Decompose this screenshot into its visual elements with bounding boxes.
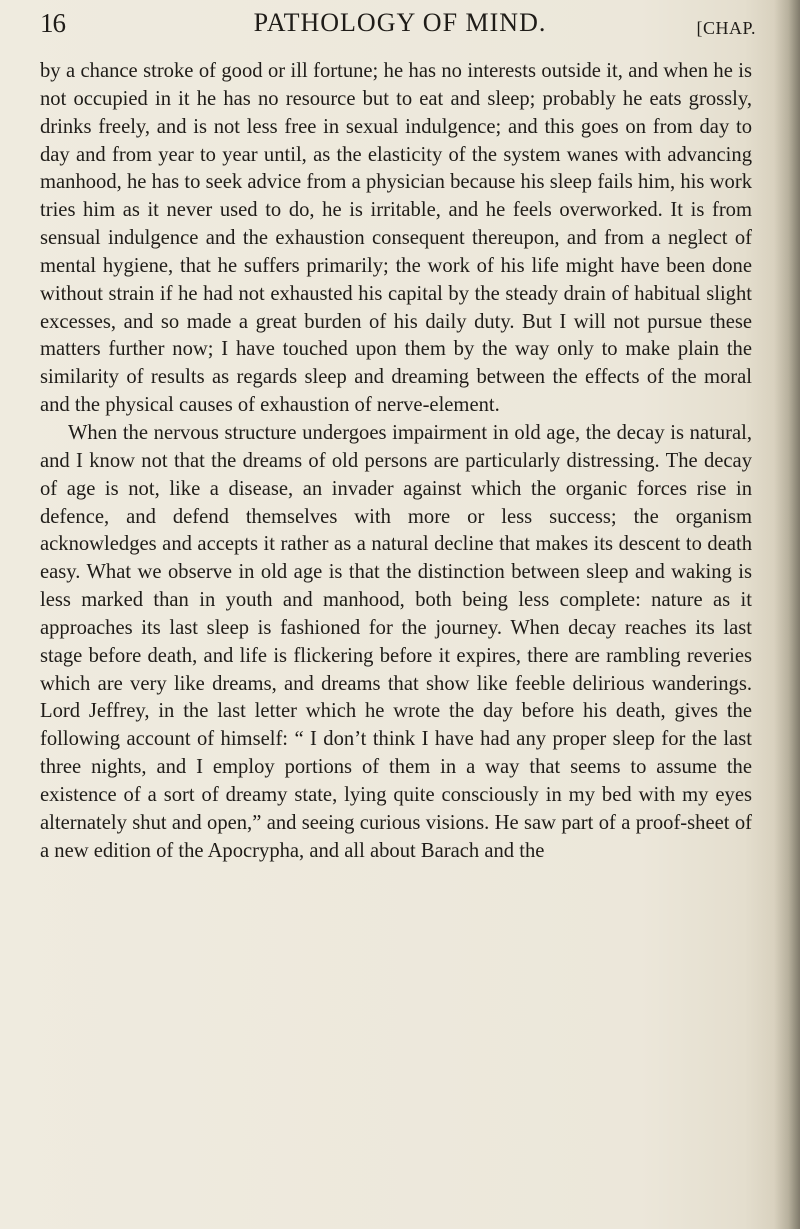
page-edge-shadow <box>774 0 800 1229</box>
paragraph-continuation: by a chance stroke of good or ill fortune; he has no interests outside it, and when he is not occupied in it he has no resource but to eat and sleep; probably he eats grossly, drinks freely, and is not less free in sexual indulgence; and this goes on from day to day and from year to year until, as the elasticity of the system wanes with advancing manhood, he has to seek advice from a physician because his sleep fails him, his work tries him as it never used to do, he is irritable, and he feels overworked. It is from sensual indulgence and the exhaustion consequent thereupon, and from a neglect of mental hygiene, that he suffers primarily; the work of his life might have been done without strain if he had not exhausted his capital by the steady drain of habitual slight excesses, and so made a great burden of his daily duty. But I will not pursue these matters further now; I have touched upon them by the way only to make plain the similarity of results as regards sleep and dreaming between the effects of the moral and the physical causes of exhaustion of nerve-element. <box>40 60 752 417</box>
chapter-mark: [CHAP. <box>696 18 756 38</box>
body-text <box>40 58 752 865</box>
paragraph-old-age: When the nervous structure undergoes impairment in old age, the decay is natural, and I know not that the dreams of old persons are particularly distressing. The decay of age is not, like a disease, an invader against which the organic forces rise in defence, and defend themselves with more or less success; the organism acknowledges and accepts it rather as a natural decline that makes its descent to death easy. What we observe in old age is that the distinction between sleep and waking is less marked than in youth and manhood, both being less complete: nature as it approaches its last sleep is fashioned for the journey. When decay reaches its last stage before death, and life is flickering before it expires, there are rambling reveries which are very like dreams, and dreams that show like feeble delirious wanderings. Lord Jeffrey, in the last letter which he wrote the day before his death, gives the following account of himself: “ I don’t think I have had any proper sleep for the last three nights, and I employ portions of them in a way that seems to assume the existence of a sort of dreamy state, lying quite consciously in my bed with my eyes alternately shut and open,” and seeing curious visions. He saw part of a proof-sheet of a new edition of the Apocrypha, and all about Barach and the <box>40 421 752 862</box>
running-title: PATHOLOGY OF MIND. <box>253 8 547 37</box>
page-header <box>40 8 760 44</box>
page-number: 16 <box>40 8 65 38</box>
